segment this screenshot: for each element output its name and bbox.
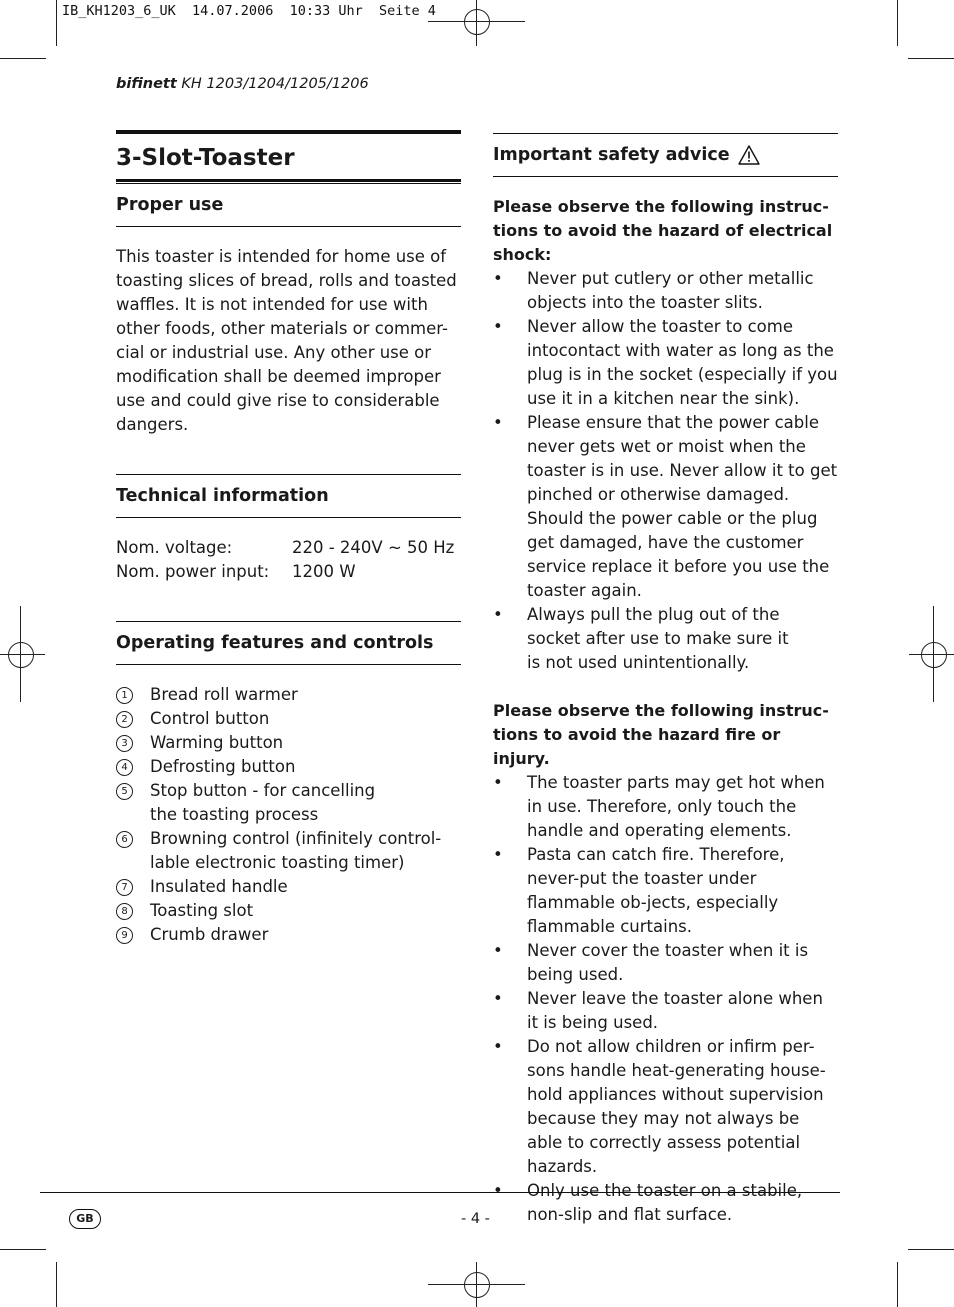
page-title: 3-Slot-Toaster	[116, 145, 295, 171]
number-circle-icon: 4	[116, 759, 133, 776]
crop-mark	[897, 0, 898, 46]
list-item	[116, 923, 461, 947]
list-item	[116, 779, 461, 827]
list-item	[116, 755, 461, 779]
feature-label: Control button	[150, 709, 270, 728]
running-header	[116, 76, 369, 92]
feature-label: Browning control (infinitely control-lable electronic toasting timer)	[150, 829, 442, 872]
number-circle-icon: 8	[116, 903, 133, 920]
list-item	[116, 683, 461, 707]
list-item	[116, 827, 461, 875]
footer-rule	[40, 1192, 840, 1193]
list-item	[493, 843, 838, 939]
fire-injury-intro: Please observe the following instruc-tions to avoid the hazard fire or injury.	[493, 701, 829, 768]
tech-value: 1200 W	[292, 562, 356, 581]
list-item	[493, 987, 838, 1035]
bullet-icon: •	[493, 989, 503, 1008]
list-item	[493, 603, 838, 675]
model-numbers: KH 1203/1204/1205/1206	[181, 76, 369, 92]
bullet-text: Please ensure that the power cable never gets wet or moist when the toaster is in use. Never allow it to get pinched or otherwise damaged. Should the power cable or the plug get damaged, have the customer service replace it before you use the toaster again.	[527, 413, 838, 600]
section-rule	[116, 474, 461, 475]
bullet-text: Always pull the plug out of the socket after use to make sure it is not used unintentionally.	[527, 605, 789, 672]
title-rule-bottom-thin	[116, 183, 461, 184]
bullet-icon: •	[493, 269, 503, 288]
tech-label: Nom. power input:	[116, 562, 270, 581]
number-circle-icon: 2	[116, 711, 133, 728]
section-rule	[493, 133, 838, 134]
feature-label: Bread roll warmer	[150, 685, 298, 704]
feature-label: Stop button - for cancelling the toasting process	[150, 781, 376, 824]
section-rule	[116, 664, 461, 665]
proper-use-text: This toaster is intended for home use of toasting slices of bread, rolls and toasted waffles. It is not intended for use with other foods, other materials or commer-cial or industrial use. Any other use or modification shall be deemed improper use and could give rise to considerable dangers.	[116, 247, 457, 434]
electrical-shock-intro: Please observe the following instruc-tions to avoid the hazard of electrical shock:	[493, 197, 833, 264]
tech-value: 220 - 240V ~ 50 Hz	[292, 538, 455, 557]
tech-row	[116, 560, 461, 584]
number-circle-icon: 9	[116, 927, 133, 944]
bullet-icon: •	[493, 605, 503, 624]
tech-row	[116, 536, 461, 560]
crop-mark	[897, 1262, 898, 1307]
list-item	[116, 731, 461, 755]
operating-features-heading: Operating features and controls	[116, 633, 434, 653]
title-rule-bottom	[116, 179, 461, 182]
country-badge: GB	[69, 1209, 101, 1229]
crop-mark	[908, 1249, 954, 1250]
feature-label: Toasting slot	[150, 901, 254, 920]
number-circle-icon: 5	[116, 783, 133, 800]
feature-label: Crumb drawer	[150, 925, 269, 944]
tech-label: Nom. voltage:	[116, 538, 233, 557]
list-item	[493, 315, 838, 411]
list-item	[493, 939, 838, 987]
crop-mark	[56, 1262, 57, 1307]
bullet-icon: •	[493, 845, 503, 864]
brand-name: bifinett	[116, 76, 177, 92]
features-list	[116, 683, 461, 947]
bullet-text: Pasta can catch fire. Therefore, never-put the toaster under flammable ob-jects, especially flammable curtains.	[527, 845, 785, 936]
bullet-icon: •	[493, 413, 503, 432]
bullet-text: Never allow the toaster to come intocontact with water as long as the plug is in the socket (especially if you use it in a kitchen near the sink).	[527, 317, 838, 408]
list-item	[116, 875, 461, 899]
safety-heading: Important safety advice	[493, 145, 730, 165]
bullet-text: Do not allow children or infirm per-sons handle heat-generating house-hold appliances without supervision because they may not always be able to correctly assess potential hazards.	[527, 1037, 826, 1176]
list-item	[493, 1179, 838, 1227]
right-column	[493, 133, 838, 1227]
section-rule	[493, 176, 838, 177]
bullet-text: Never leave the toaster alone when it is being used.	[527, 989, 823, 1032]
bullet-icon: •	[493, 1037, 503, 1056]
list-item	[493, 771, 838, 843]
bullet-icon: •	[493, 1181, 503, 1200]
feature-label: Defrosting button	[150, 757, 296, 776]
electrical-shock-list	[493, 267, 838, 675]
bullet-text: Never cover the toaster when it is being used.	[527, 941, 809, 984]
list-item	[116, 707, 461, 731]
proper-use-heading: Proper use	[116, 195, 224, 215]
list-item	[116, 899, 461, 923]
bullet-text: Only use the toaster on a stabile, non-slip and flat surface.	[527, 1181, 803, 1224]
list-item	[493, 267, 838, 315]
crop-mark	[0, 58, 46, 59]
feature-label: Insulated handle	[150, 877, 288, 896]
feature-label: Warming button	[150, 733, 284, 752]
crop-mark	[0, 1249, 46, 1250]
number-circle-icon: 3	[116, 735, 133, 752]
number-circle-icon: 7	[116, 879, 133, 896]
crop-mark	[908, 58, 954, 59]
bullet-text: Never put cutlery or other metallic objects into the toaster slits.	[527, 269, 814, 312]
safety-heading-row	[493, 144, 838, 166]
bullet-text: The toaster parts may get hot when in use. Therefore, only touch the handle and operating elements.	[527, 773, 825, 840]
section-rule	[116, 226, 461, 227]
crop-mark	[56, 0, 57, 46]
list-item	[493, 1035, 838, 1179]
bullet-icon: •	[493, 317, 503, 336]
page-number: - 4 -	[461, 1211, 490, 1227]
technical-table	[116, 536, 461, 584]
number-circle-icon: 1	[116, 687, 133, 704]
fire-injury-list	[493, 771, 838, 1227]
technical-information-heading: Technical information	[116, 486, 329, 506]
title-rule-top	[116, 130, 461, 134]
section-rule	[116, 517, 461, 518]
left-column	[116, 130, 461, 947]
list-item	[493, 411, 838, 603]
bullet-icon: •	[493, 941, 503, 960]
section-rule	[116, 621, 461, 622]
warning-triangle-icon	[738, 145, 760, 165]
bullet-icon: •	[493, 773, 503, 792]
number-circle-icon: 6	[116, 831, 133, 848]
print-slug: IB_KH1203_6_UK 14.07.2006 10:33 Uhr Seite 4	[62, 3, 436, 19]
